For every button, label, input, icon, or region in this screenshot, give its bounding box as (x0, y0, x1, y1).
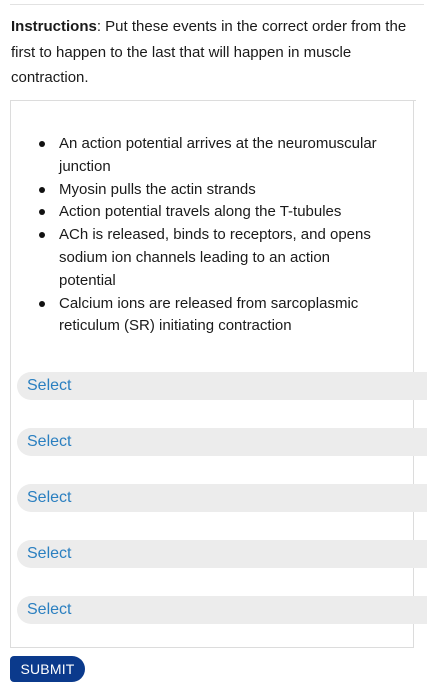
event-item (0, 179, 389, 202)
order-select-1[interactable] (17, 372, 427, 400)
top-divider (10, 4, 424, 5)
bullet-icon (39, 232, 45, 238)
question-box-top-border (10, 100, 416, 101)
bullet-icon (39, 209, 45, 215)
instructions-label: Instructions (11, 18, 97, 35)
select-value: Select (27, 489, 72, 506)
order-select-2[interactable] (17, 428, 427, 456)
event-text: Calcium ions are released from sarcoplasmic reticulum (SR) initiating contraction (59, 294, 359, 335)
submit-button[interactable]: SUBMIT (10, 656, 85, 682)
select-value: Select (27, 433, 72, 450)
select-value: Select (27, 545, 72, 562)
select-value: Select (27, 601, 72, 618)
order-select-4[interactable] (17, 540, 427, 568)
bullet-icon (39, 301, 45, 307)
event-text: An action potential arrives at the neuromuscular junction (59, 135, 377, 175)
instructions-text (11, 14, 427, 91)
event-list (0, 133, 400, 338)
event-text: ACh is released, binds to receptors, and opens sodium ion channels leading to an action potential (59, 226, 371, 289)
bullet-icon (39, 141, 45, 147)
bullet-icon (39, 187, 45, 193)
event-item (0, 133, 389, 179)
event-item (0, 293, 389, 339)
order-select-5[interactable] (17, 596, 427, 624)
event-text: Action potential travels along the T-tubules (59, 203, 342, 221)
select-value: Select (27, 377, 72, 394)
instructions-body: : Put these events in the correct order from the first to happen to the last that will happen in muscle contraction. (11, 18, 407, 86)
event-item (0, 201, 389, 224)
order-select-3[interactable] (17, 484, 427, 512)
event-text: Myosin pulls the actin strands (59, 180, 256, 198)
event-item (0, 224, 389, 292)
